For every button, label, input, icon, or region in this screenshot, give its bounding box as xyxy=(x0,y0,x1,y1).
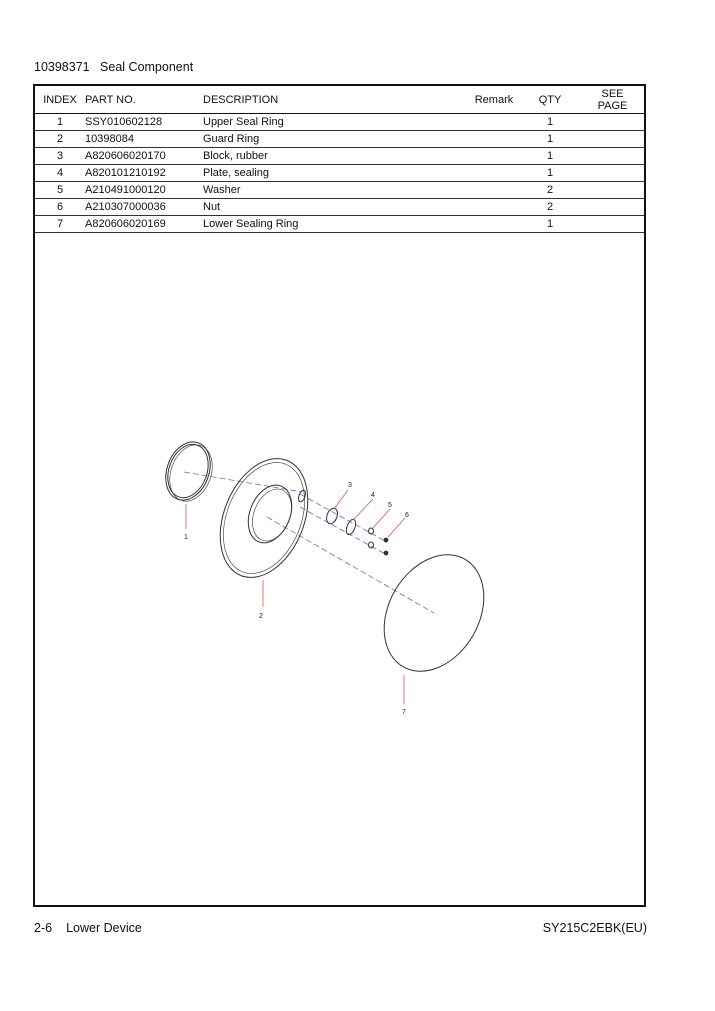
nut-parts xyxy=(384,538,388,555)
cell-description: Upper Seal Ring xyxy=(203,114,469,131)
col-index-header: INDEX xyxy=(35,86,85,114)
cell-description: Nut xyxy=(203,199,469,216)
parts-page-frame xyxy=(33,84,646,907)
callout-6: 6 xyxy=(405,512,409,519)
guard-ring-part xyxy=(204,446,325,591)
cell-index: 2 xyxy=(35,131,85,148)
cell-description: Guard Ring xyxy=(203,131,469,148)
footer-section xyxy=(34,921,142,935)
callout-5: 5 xyxy=(388,502,392,509)
col-remark-header: Remark xyxy=(469,86,519,114)
assembly-title: Seal Component xyxy=(100,60,194,74)
cell-part-no: A210491000120 xyxy=(85,182,203,199)
cell-qty: 1 xyxy=(519,131,581,148)
assembly-part-number: 10398371 xyxy=(34,60,90,74)
callout-2: 2 xyxy=(259,613,263,620)
see-page-line-1: SEE xyxy=(601,87,624,100)
cell-index: 5 xyxy=(35,182,85,199)
center-lines xyxy=(184,472,434,613)
cell-description: Lower Sealing Ring xyxy=(203,216,469,233)
cell-qty: 1 xyxy=(519,216,581,233)
sealing-plate-part xyxy=(345,518,358,536)
cell-description: Block, rubber xyxy=(203,148,469,165)
cell-index: 4 xyxy=(35,165,85,182)
centerline-main xyxy=(267,517,434,613)
page-title xyxy=(34,60,193,74)
cell-index: 1 xyxy=(35,114,85,131)
leader-lines xyxy=(186,490,405,704)
callout-7: 7 xyxy=(402,709,406,716)
footer-section-name: Lower Device xyxy=(66,921,142,935)
cell-qty: 1 xyxy=(519,114,581,131)
callout-1: 1 xyxy=(184,534,188,541)
upper-seal-ring-part xyxy=(158,436,220,507)
cell-index: 6 xyxy=(35,199,85,216)
cell-index: 3 xyxy=(35,148,85,165)
cell-qty: 1 xyxy=(519,148,581,165)
rubber-block-part xyxy=(325,507,340,525)
cell-qty: 2 xyxy=(519,199,581,216)
cell-index: 7 xyxy=(35,216,85,233)
cell-part-no: 10398084 xyxy=(85,131,203,148)
footer-page-number: 2-6 xyxy=(34,921,53,935)
col-qty-header: QTY xyxy=(519,86,581,114)
cell-part-no: A820101210192 xyxy=(85,165,203,182)
cell-description: Plate, sealing xyxy=(203,165,469,182)
centerline-hardware-top xyxy=(300,494,387,542)
cell-part-no: A820606020170 xyxy=(85,148,203,165)
cell-part-no: A210307000036 xyxy=(85,199,203,216)
footer-model: SY215C2EBK(EU) xyxy=(542,921,647,935)
callout-4: 4 xyxy=(371,492,375,499)
cell-part-no: SSY010602128 xyxy=(85,114,203,131)
cell-qty: 2 xyxy=(519,182,581,199)
callout-labels xyxy=(184,482,409,716)
washer-parts xyxy=(369,528,374,548)
col-part-no-header: PART NO. xyxy=(85,86,203,114)
col-description-header: DESCRIPTION xyxy=(203,86,469,114)
callout-3: 3 xyxy=(348,482,352,489)
see-page-line-2: PAGE xyxy=(597,99,628,112)
cell-qty: 1 xyxy=(519,165,581,182)
exploded-view-diagram xyxy=(35,86,644,905)
cell-description: Washer xyxy=(203,182,469,199)
cell-part-no: A820606020169 xyxy=(85,216,203,233)
